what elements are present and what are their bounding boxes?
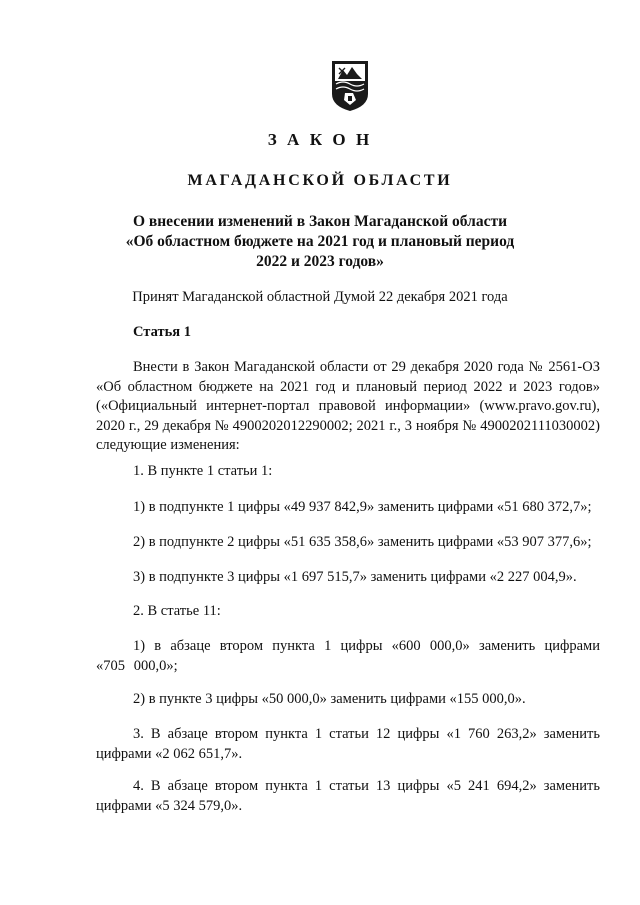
article-heading: Статья 1: [133, 324, 191, 340]
amendment-item: 1. В пункте 1 статьи 1:: [133, 463, 273, 479]
amendment-item: 2. В статье 11:: [133, 603, 221, 619]
coat-of-arms-icon: [331, 60, 369, 112]
amendment-item: 1) в абзаце втором пункта 1 цифры «600 000,0» заменить цифрами «705 000,0»;: [96, 638, 600, 674]
subtitle-line: 2022 и 2023 годов»: [256, 253, 384, 270]
law-title: З А К О Н: [267, 130, 373, 149]
amendment-item: 3) в подпункте 3 цифры «1 697 515,7» заменить цифрами «2 227 004,9».: [133, 569, 577, 585]
subtitle-line: О внесении изменений в Закон Магаданской области: [132, 213, 508, 230]
amendment-item: 1) в подпункте 1 цифры «49 937 842,9» заменить цифрами «51 680 372,7»;: [133, 499, 592, 515]
intro-paragraph: Внести в Закон Магаданской области от 29 декабря 2020 года № 2561-ОЗ «Об областном бюджете на 2021 год и плановый период 2022 и 2023 годов» («Официальный интернет-портал правовой информации» (www.pravo.gov.ru), 2020 г., 29 декабря № 4900202012290002; 2021 г., 3 ноября № 4900202111030002) следующие изменения:: [96, 359, 600, 453]
subtitle-line: «Об областном бюджете на 2021 год и плановый период: [125, 233, 515, 250]
amendment-item: 3. В абзаце втором пункта 1 статьи 12 цифры «1 760 263,2» заменить цифрами «2 062 651,7».: [96, 726, 600, 762]
accepted-line: Принят Магаданской областной Думой 22 декабря 2021 года: [132, 289, 508, 305]
amendment-item: 2) в пункте 3 цифры «50 000,0» заменить цифрами «155 000,0».: [133, 691, 526, 707]
law-subtitle: [60, 212, 580, 272]
region-title: МАГАДАНСКОЙ ОБЛАСТИ: [187, 172, 453, 189]
amendment-item: 2) в подпункте 2 цифры «51 635 358,6» заменить цифрами «53 907 377,6»;: [133, 534, 592, 550]
amendment-item: 4. В абзаце втором пункта 1 статьи 13 цифры «5 241 694,2» заменить цифрами «5 324 579,0».: [96, 778, 600, 814]
